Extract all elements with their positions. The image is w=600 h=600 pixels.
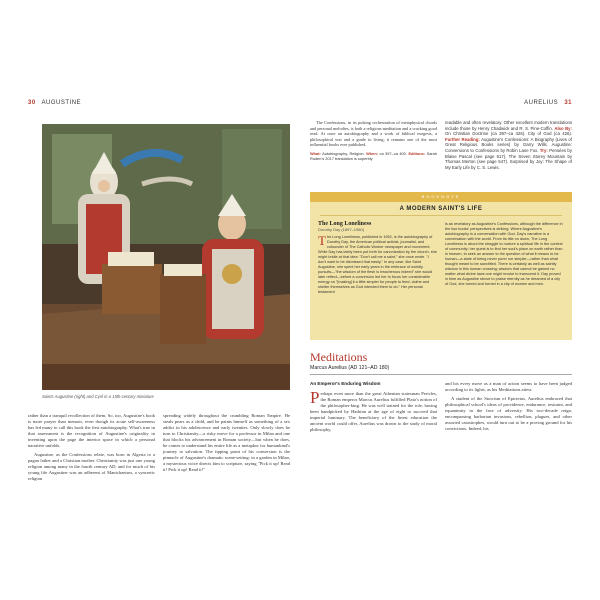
paragraph: rather than a tranquil recollection of them. So, too, Augustine's book is more prayer than memoir, even though its acute self-awareness has led many to call this book the first autobiography. What's true in that assessment is the recognition of Augustine's originality in inventing upon the page the interior space in which a personal narrative unfolds. [28,413,155,448]
entry-author: Marcus Aurelius (AD 121–AD 180) [310,365,572,375]
paragraph: The Confessions, in its pulsing orchestration of metaphysical chords and personal melodies, is both a religious meditation and a cracking good read. At once an autobiography and a work of biblical exegesis, a philosophical text and a guide to living, it remains one of the most influential books ever published. [310,120,437,148]
editions-label: Editions: [408,150,426,156]
meditations-entry [310,350,572,433]
confessions-conclusion [310,120,572,170]
right-page-number: 31 [564,100,572,106]
left-running-head: AUGUSTINE [41,100,82,106]
miniature-painting [42,124,290,390]
paragraph: A student of the Stoicism of Epictetus, Aurelius embraced that philosophical school's ideas of providence, endurance, restraint, and equanimity in the face of adversity. His two-decade reign, encompassing barbarian invasions, rebellion, plagues, and other assorted catastrophes, would turn out to be a proving ground for his convictions. Indeed, his [445,396,572,431]
paragraph: Augustine, as the Confessions relate, was born in Algeria to a pagan father and a Christian mother. Christianity was just one young religion among many in the fourth century AD, and for much of his young life Augustine was an adherent of Manichaeism, a syncretic religion [28,452,155,481]
paragraph: and his every move as a man of action seems to have been judged according to its lights, as his Meditations attest. [445,381,572,392]
booknote-columns [310,216,572,295]
meditations-column-2 [445,381,572,433]
entry-title: Meditations [310,350,368,364]
booknote-kicker: BOOKNOTE [310,192,572,202]
left-page [28,100,290,555]
editions-continued: readable and often revelatory. Other excellent modern translations include those by Henry Chadwick and R. S. Pine-Coffin. [445,120,572,131]
when-label: When: [366,150,378,156]
book-facts [310,151,437,161]
left-column-1 [28,413,155,485]
left-body-columns [28,413,290,485]
book-spread [28,100,572,555]
editions-text: Sarah Ruden's 2017 translation is superbly [310,150,437,161]
left-column-2 [163,413,290,485]
right-folio [310,100,572,110]
painting-illustration [42,124,290,390]
booknote-box [310,192,572,340]
booknote-column-1 [318,222,437,295]
also-by-label: Also By: [554,125,572,131]
booknote-book-author: Dorothy Day (1897–1980) [318,227,365,232]
try-label: Try: [539,147,548,153]
further-reading-text: Augustine's Confessions: A Biography (Lives of Great Religious Books series) by Garry Wills. Augustine: Conversions to Confessions by Robin Lane Fox. [445,136,572,153]
paragraph: spreading widely throughout the crumbling Roman Empire. He steals pears as a child, and he paints himself as something of a sex addict in his adolescence and early twenties. Only slowly does he turn to Christianity—a risky move for a professor in Milan and one that blocks his advancement in Roman society—but when he does, he comes to understand his entire life as a metaphor for humankind's journey to salvation. The tipping point of his conversion is the pinnacle of Augustine's dramatic scene-setting: in a garden in Milan, a mysterious voice directs him to scripture, saying "Pick it up! Read it! Pick it up! Read it!" [163,413,290,472]
right-top-column-1 [310,120,437,170]
what-label: What: [310,150,321,156]
right-page [310,100,572,555]
meditations-dropcap: P [310,388,320,407]
booknote-text-2: is as revelatory as Augustine's Confessions, although the difference in the two books' perspectives is striking. Where Augustine's autobiography is a conversation with God, Day's narrative is a conversation with the world. From its title on down, The Long Loneliness is about the struggle to nurture a spiritual life in the context of community; her quest is to find her soul's place on earth rather than in heaven, to seek an answer to the question of what it means to be human—a state of being never purer nor simpler—rather than what thought meant to be sanctified. There is certainly as well as saintly wisdom in this human crossing; wisdom that cannot be gained no matter what divine laws one might invoke to transcend it. Day proved in time as Augustine strove to praise eternity as he dreamed of a city of God, she turned and turned in a city of women and men. [445,222,563,286]
booknote-dropcap: T [318,233,326,248]
right-running-head: AURELIUS [524,100,559,106]
left-page-number: 30 [28,100,36,106]
painting-caption: Saints Augustine (right) and Cyril in a 15th-century miniature [42,394,154,399]
booknote-column-2 [445,222,564,295]
when-text: ca 397–ca 400. [379,150,407,156]
what-text: Autobiography, Religion. [322,150,365,156]
right-top-column-2 [445,120,572,170]
meditations-column-1 [310,381,437,433]
also-by-text: On Christian Doctrine (ca 397–ca 426). City of God (ca 426). [445,131,572,137]
further-reading-label: Further Reading: [445,136,480,142]
booknote-title: A MODERN SAINT'S LIFE [320,202,562,216]
section-heading: An Emperor's Enduring Wisdom [310,381,381,386]
booknote-book-title: The Long Loneliness [318,221,372,227]
meditations-columns [310,381,572,433]
meditations-text-1: erhaps even more than the great Athenian statesman Pericles, the Roman emperor Marcus Aurelius fulfilled Plato's notion of the philosopher-king. He was well trained for the role, having been handpicked by Hadrian at the age of eight to succeed that imperial luminary. The beneficiary of the finest education the ancient world could offer, Aurelius was drawn to the study of moral philosophy, [310,391,437,432]
left-folio [28,100,290,110]
booknote-text-1: he Long Loneliness, published in 1952, is the autobiography of Dorothy Day, the American political activist, journalist, and cofounder of The Catholic Worker newspaper and movement. While Day has lately been put forth for canonization by the church, she might bridle at that idea: "Don't call me a saint," she once wrote. "I don't want to be dismissed that easily." In any case, like Saint Augustine, she spent her early years in the embrace of worldly pursuits—"the wisdom of the flesh is treacherous indeed" she would later reflect—before a conversion led her to focus her considerable energy on "[making] it a little simpler for people to feed, clothe and shelter themselves as God intended them to do." Her personal testament [318,235,437,294]
try-text: Pensées by Blaise Pascal (see page 617). The Seven Storey Mountain by Thomas Merton (see page 547). Surprised by Joy: The Shape of My Early Life by C. S. Lewis. [445,147,572,170]
